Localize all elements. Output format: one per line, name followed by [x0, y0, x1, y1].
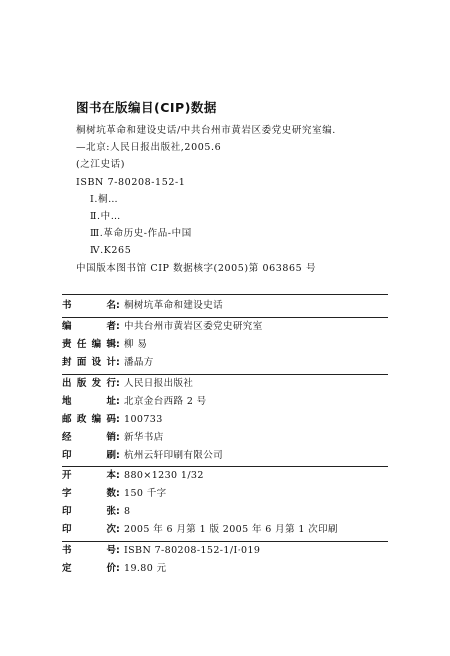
- cip-record: [76, 122, 376, 277]
- info-label: 印 次: [62, 524, 116, 535]
- cip-line: Ⅱ.中…: [90, 211, 121, 223]
- info-value: 杭州云轩印刷有限公司: [124, 450, 224, 461]
- cip-heading: 图书在版编目(CIP)数据: [76, 100, 217, 115]
- info-value: 19.80 元: [124, 563, 167, 574]
- info-label: 定 价: [62, 563, 116, 574]
- info-value: 北京金台西路 2 号: [124, 396, 207, 407]
- info-label: 责 任 编 辑: [62, 339, 116, 350]
- cip-line: Ⅳ.K265: [90, 245, 132, 257]
- cip-line: —北京:人民日报出版社,2005.6: [76, 142, 222, 154]
- cip-line: 桐树坑革命和建设史话/中共台州市黄岩区委党史研究室编.: [76, 125, 336, 136]
- info-value: 新华书店: [124, 432, 164, 443]
- info-row: 开 本 : 880×1230 1/32: [62, 467, 388, 485]
- info-row: 编 者 : 中共台州市黄岩区委党史研究室: [62, 318, 388, 336]
- info-group-price: [62, 542, 388, 578]
- info-row: 出 版 发 行 : 人民日报出版社: [62, 375, 388, 393]
- info-label: 开 本: [62, 470, 116, 481]
- cip-line: Ⅰ.桐…: [90, 193, 119, 205]
- info-label: 印 刷: [62, 450, 116, 461]
- info-value: 中共台州市黄岩区委党史研究室: [124, 321, 263, 332]
- info-row: 书 号 : ISBN 7-80208-152-1/I·019: [62, 542, 388, 560]
- info-value: 8: [124, 506, 131, 517]
- info-value: 桐树坑革命和建设史话: [124, 300, 224, 311]
- info-row: 书 名 : 桐树坑革命和建设史话: [62, 297, 388, 315]
- info-row: 封 面 设 计 : 潘晶方: [62, 354, 388, 372]
- info-row: 经 销 : 新华书店: [62, 429, 388, 447]
- cip-line: Ⅲ.革命历史-作品-中国: [90, 228, 192, 240]
- info-row: 定 价 : 19.80 元: [62, 560, 388, 578]
- info-row: 印 张 : 8: [62, 503, 388, 521]
- info-label: 印 张: [62, 506, 116, 517]
- info-value: 100733: [124, 414, 163, 425]
- info-value: 2005 年 6 月第 1 版 2005 年 6 月第 1 次印刷: [124, 524, 338, 535]
- info-value: 柳 易: [124, 339, 148, 350]
- info-label: 出 版 发 行: [62, 378, 116, 389]
- info-value: 人民日报出版社: [124, 378, 194, 389]
- cip-line: (之江史话): [76, 159, 126, 171]
- info-label: 封 面 设 计: [62, 357, 116, 368]
- info-label: 编 者: [62, 321, 116, 332]
- info-group-title: [62, 297, 388, 315]
- cip-line: 中国版本图书馆 CIP 数据核字(2005)第 063865 号: [76, 262, 317, 274]
- info-row: 地 址 : 北京金台西路 2 号: [62, 393, 388, 411]
- info-label: 经 销: [62, 432, 116, 443]
- info-row: 责 任 编 辑 : 柳 易: [62, 336, 388, 354]
- info-row: 印 刷 : 杭州云轩印刷有限公司: [62, 447, 388, 465]
- info-label: 书 号: [62, 545, 116, 556]
- cip-line: ISBN 7-80208-152-1: [76, 176, 186, 188]
- info-value: 880×1230 1/32: [124, 470, 204, 481]
- info-label: 地 址: [62, 396, 116, 407]
- info-row: 字 数 : 150 千字: [62, 485, 388, 503]
- info-label: 字 数: [62, 488, 116, 499]
- info-row: 印 次 : 2005 年 6 月第 1 版 2005 年 6 月第 1 次印刷: [62, 521, 388, 539]
- info-value: 潘晶方: [124, 357, 154, 368]
- info-value: ISBN 7-80208-152-1/I·019: [124, 545, 261, 556]
- info-group-format: [62, 467, 388, 539]
- info-group-publisher: [62, 375, 388, 465]
- info-label: 邮 政 编 码: [62, 414, 116, 425]
- divider: [62, 294, 388, 295]
- info-group-editors: [62, 318, 388, 372]
- info-row: 邮 政 编 码 : 100733: [62, 411, 388, 429]
- info-label: 书 名: [62, 300, 116, 311]
- info-value: 150 千字: [124, 488, 167, 499]
